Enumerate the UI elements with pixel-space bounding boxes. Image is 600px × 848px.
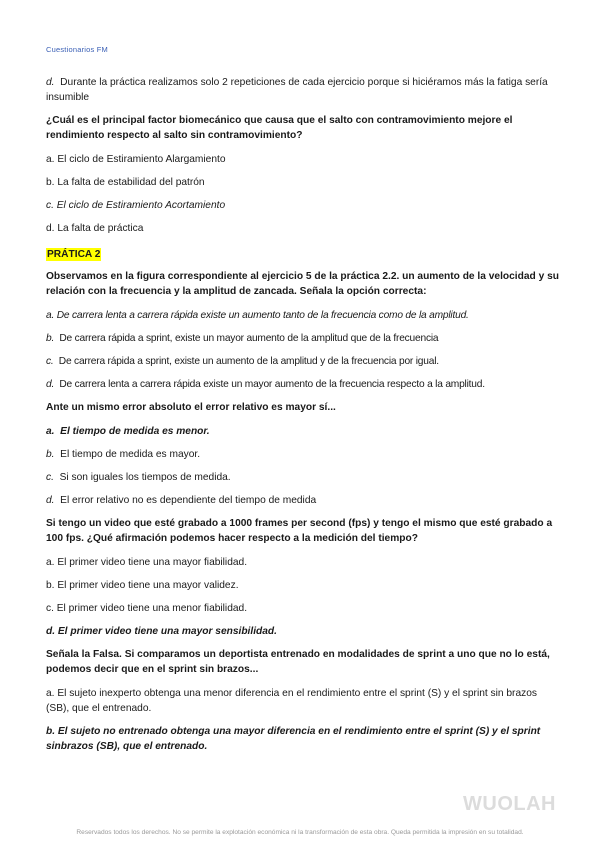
option-letter: d. [46, 379, 55, 390]
option-letter: b. [46, 333, 55, 344]
answer-option [46, 493, 560, 508]
option-letter: c. [46, 472, 54, 483]
option-text: De carrera rápida a sprint, existe un mayor aumento de la amplitud que de la frecuencia [59, 333, 439, 344]
option-text: De carrera lenta a carrera rápida existe un mayor aumento de la frecuencia respecto a la amplitud. [59, 379, 485, 390]
correct-answer: d. El primer video tiene una mayor sensibilidad. [46, 626, 277, 637]
answer-option [46, 75, 560, 105]
option-text: El tiempo de medida es mayor. [60, 449, 201, 460]
option-letter: c. [46, 356, 54, 367]
answer-option [46, 354, 560, 369]
document-body [46, 75, 560, 762]
option-text: Durante la práctica realizamos solo 2 repeticiones de cada ejercicio porque si hiciéramos más la fatiga sería insumible [46, 77, 548, 103]
answer-option: c. El primer video tiene una menor fiabilidad. [46, 603, 248, 614]
document-header: Cuestionarios FM [46, 45, 108, 54]
correct-answer: c. El ciclo de Estiramiento Acortamiento [46, 200, 226, 211]
answer-option: b. El primer video tiene una mayor validez. [46, 580, 239, 591]
answer-option: a. El ciclo de Estiramiento Alargamiento [46, 154, 226, 165]
answer-option [46, 331, 560, 346]
answer-option: b. La falta de estabilidad del patrón [46, 177, 205, 188]
question: Observamos en la figura correspondiente al ejercicio 5 de la práctica 2.2. un aumento de la velocidad y su relación con la frecuencia y la amplitud de zancada. Señala la opción correcta: [46, 271, 559, 297]
option-letter: a. [46, 426, 55, 437]
wuolah-logo: WUOLAH [463, 793, 556, 815]
answer-option: a. El primer video tiene una mayor fiabilidad. [46, 557, 248, 568]
question: Señala la Falsa. Si comparamos un deportista entrenado en modalidades de sprint a uno que no lo está, podemos decir que en el sprint sin brazos... [46, 649, 550, 675]
option-text: El tiempo de medida es menor. [60, 426, 210, 437]
answer-option: a. El sujeto inexperto obtenga una menor diferencia en el rendimiento entre el sprint (S) y el sprint sin brazos (SB), que el entrenado. [46, 688, 537, 714]
option-letter: d. [46, 77, 55, 88]
copyright-footer: Reservados todos los derechos. No se permite la explotación económica ni la transformación de esta obra. Queda permitida la impresión en su totalidad. [76, 829, 524, 836]
answer-option [46, 470, 560, 485]
answer-option: d. La falta de práctica [46, 223, 144, 234]
question: ¿Cuál es el principal factor biomecánico que causa que el salto con contramovimiento mejore el rendimiento respecto al salto sin contramovimiento? [46, 115, 513, 141]
option-text: Si son iguales los tiempos de medida. [59, 472, 231, 483]
correct-answer: a. De carrera lenta a carrera rápida existe un aumento tanto de la frecuencia como de la amplitud. [46, 310, 469, 321]
question: Si tengo un video que esté grabado a 1000 frames per second (fps) y tengo el mismo que esté grabado a 100 fps. ¿Qué afirmación podemos hacer respecto a la medición del tiempo? [46, 518, 553, 544]
option-text: De carrera rápida a sprint, existe un aumento de la amplitud y de la frecuencia por igual. [58, 356, 439, 367]
question: Ante un mismo error absoluto el error relativo es mayor sí... [46, 402, 336, 413]
section-heading: PRÁTICA 2 [47, 249, 101, 260]
answer-option [46, 377, 560, 392]
correct-answer [46, 424, 560, 439]
option-letter: b. [46, 449, 55, 460]
correct-answer: b. El sujeto no entrenado obtenga una mayor diferencia en el rendimiento entre el sprint (S) y el sprint sinbrazos (SB), que el entrenado. [46, 726, 541, 752]
option-text: El error relativo no es dependiente del tiempo de medida [60, 495, 317, 506]
answer-option [46, 447, 560, 462]
option-letter: d. [46, 495, 55, 506]
